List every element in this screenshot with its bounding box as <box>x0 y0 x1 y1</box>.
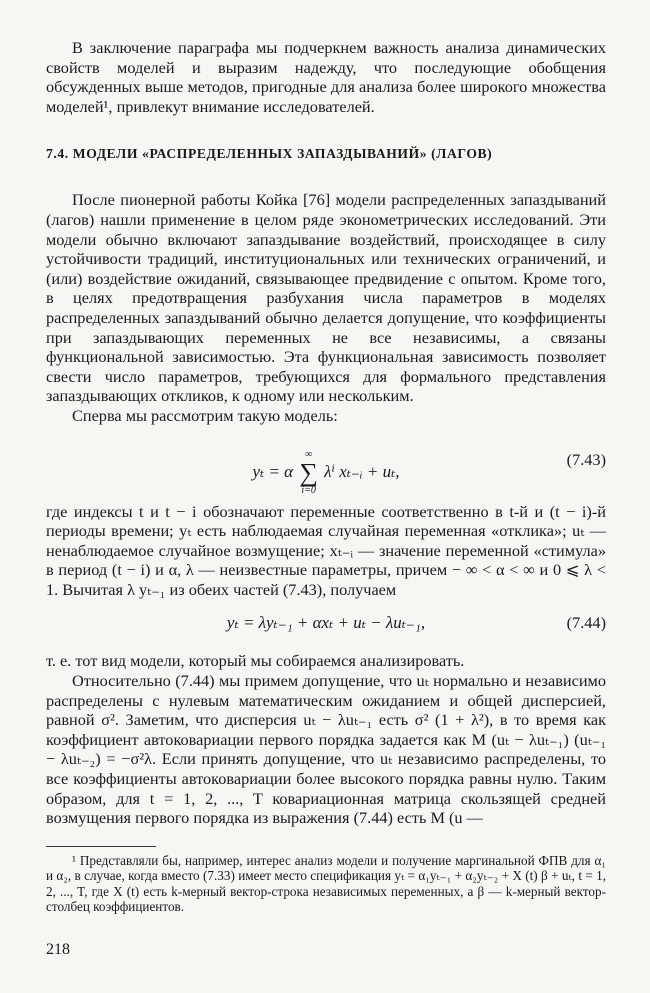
footnote-divider <box>46 846 156 847</box>
equation-7-44 <box>46 605 606 645</box>
equation-7-43-body <box>252 450 399 496</box>
summation <box>299 450 318 496</box>
section-title: 7.4. МОДЕЛИ «РАСПРЕДЕЛЕННЫХ ЗАПАЗДЫВАНИЙ» (ЛАГОВ) <box>46 146 493 162</box>
equation-7-44-body: yₜ = λyₜ₋₁ + αxₜ + uₜ − λuₜ₋₁, <box>226 613 426 633</box>
sum-symbol: ∑ <box>299 457 318 487</box>
book-page <box>46 38 606 959</box>
equation-7-43-lhs: yₜ = α <box>252 461 294 481</box>
equation-7-43-rhs: λⁱ xₜ₋ᵢ + uₜ, <box>324 461 400 481</box>
paragraph-5: Относительно (7.44) мы примем допущение, что uₜ нормально и независимо распределены с нулевым математическим ожиданием и общей дисперсией, равной σ². Заметим, что дисперсия uₜ − λuₜ₋₁ есть σ² (1 + λ²), в то время как коэффициент автоковариации первого порядка задается как M (uₜ − λuₜ₋₁) (uₜ₋₁ − λuₜ₋₂) = −σ²λ. Если принять допущение, что uₜ независимо распределены, то все коэффициенты автоковариации более высокого порядка равны нулю. Таким образом, для t = 1, 2, ..., T ковариационная матрица скользящей средней возмущения первого порядка из выражения (7.44) есть M (u — <box>46 671 606 828</box>
footnote: ¹ Представляли бы, например, интерес анализ модели и получение маргинальной ФПВ для α₁ и α₂, в случае, когда вместо (7.33) имеет место спецификация yₜ = α₁yₜ₋₁ + α₂yₜ₋₂ + X (t) β + uₜ, t = 1, 2, ..., T, где X (t) есть k-мерный вектор-строка независимых переменных, а β — k-мерный вектор-столбец коэффициентов. <box>46 852 606 915</box>
sum-upper-limit: ∞ <box>305 448 313 460</box>
paragraph-3: где индексы t и t − i обозначают переменные соответственно в t-й и (t − i)-й периоды времени; yₜ есть наблюдаемая случайная переменная «отклика»; uₜ — ненаблюдаемое случайное возмущение; xₜ₋ᵢ — значение переменной «стимула» в период (t − i) и α, λ — неизвестные параметры, причем − ∞ < α < ∞ и 0 ⩽ λ < 1. Вычитая λ yₜ₋₁ из обеих частей (7.43), получаем <box>46 501 606 599</box>
paragraph-1: После пионерной работы Койка [76] модели распределенных запаздываний (лагов) нашли применение в целом ряде эконометрических исследований. Эти модели обычно включают запаздывание воздействий, происходящее в силу устойчивости традиций, институциональных или технических ограничений, и (или) воздействие ожиданий, связывающее предвидение с опытом. Кроме того, в целях предотвращения разбухания числа параметров в моделях распределенных запаздываний обычно делается допущение, что коэффициенты при запаздывающих переменных не все независимы, а связаны функциональной зависимостью. Эта функциональная зависимость позволяет свести число параметров, требующихся для формального представления запаздывающих откликов, к одному или нескольким. <box>46 190 606 406</box>
equation-7-43 <box>46 432 606 496</box>
paragraph-4: т. е. тот вид модели, который мы собираемся анализировать. <box>46 651 465 671</box>
page-number: 218 <box>46 940 70 958</box>
paragraph-2: Сперва мы рассмотрим такую модель: <box>72 405 338 425</box>
intro-paragraph: В заключение параграфа мы подчеркнем важность анализа динамических свойств моделей и выразим надежду, что последующие обобщения обсужденных выше методов, пригодные для анализа более широкого множества моделей¹, привлекут внимание исследователей. <box>46 38 606 116</box>
sum-lower-limit: i=0 <box>301 484 316 496</box>
equation-number-7-44: (7.44) <box>566 613 606 633</box>
equation-number-7-43: (7.43) <box>566 449 606 469</box>
